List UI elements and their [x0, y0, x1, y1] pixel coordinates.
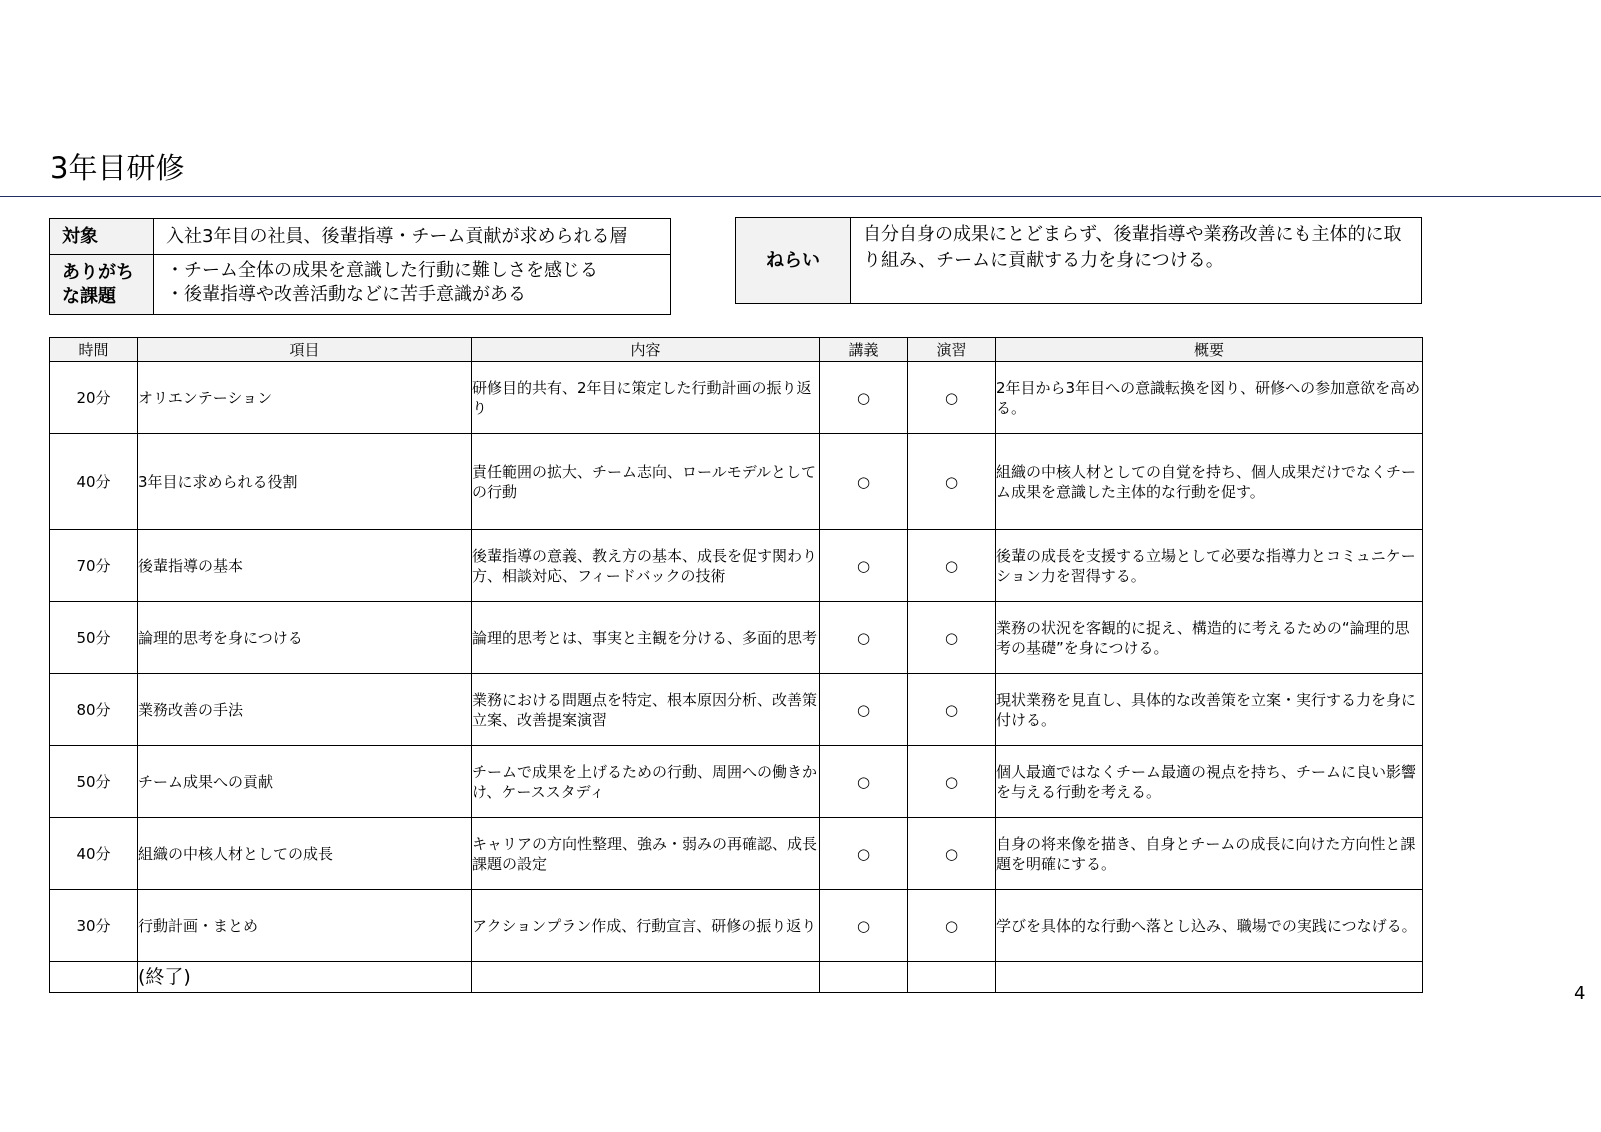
cell-exercise: ○ — [908, 362, 996, 434]
cell-content: キャリアの方向性整理、強み・弱みの再確認、成長課題の設定 — [472, 818, 820, 890]
cell-content: チームで成果を上げるための行動、周囲への働きかけ、ケーススタディ — [472, 746, 820, 818]
cell-exercise: ○ — [908, 746, 996, 818]
target-value: 入社3年目の社員、後輩指導・チーム貢献が求められる層 — [154, 219, 670, 255]
cell-summary: 現状業務を見直し、具体的な改善策を立案・実行する力を身に付ける。 — [996, 674, 1423, 746]
header-lecture: 講義 — [820, 338, 908, 362]
page-number: 4 — [1574, 983, 1586, 1004]
header-content: 内容 — [472, 338, 820, 362]
header-summary: 概要 — [996, 338, 1423, 362]
cell-item: 論理的思考を身につける — [138, 602, 472, 674]
cell-exercise: ○ — [908, 674, 996, 746]
schedule-table — [49, 337, 1423, 993]
table-row — [50, 746, 1423, 818]
table-row — [50, 602, 1423, 674]
cell-item: 組織の中核人材としての成長 — [138, 818, 472, 890]
cell-time-empty — [50, 962, 138, 993]
cell-summary: 学びを具体的な行動へ落とし込み、職場での実践につなげる。 — [996, 890, 1423, 962]
cell-lecture: ○ — [820, 530, 908, 602]
cell-summary-empty — [996, 962, 1423, 993]
cell-item: チーム成果への貢献 — [138, 746, 472, 818]
cell-item: 3年目に求められる役割 — [138, 434, 472, 530]
cell-time: 70分 — [50, 530, 138, 602]
target-issues-box — [49, 218, 671, 315]
title-divider — [0, 196, 1601, 197]
cell-exercise: ○ — [908, 530, 996, 602]
cell-end-label: (終了) — [138, 962, 472, 993]
header-exercise: 演習 — [908, 338, 996, 362]
cell-summary: 個人最適ではなくチーム最適の視点を持ち、チームに良い影響を与える行動を考える。 — [996, 746, 1423, 818]
cell-content-empty — [472, 962, 820, 993]
table-row-end — [50, 962, 1423, 993]
cell-exercise-empty — [908, 962, 996, 993]
cell-time: 30分 — [50, 890, 138, 962]
cell-time: 80分 — [50, 674, 138, 746]
aim-box — [735, 217, 1422, 304]
cell-item: 行動計画・まとめ — [138, 890, 472, 962]
aim-text: 自分自身の成果にとどまらず、後輩指導や業務改善にも主体的に取り組み、チームに貢献する力を身につける。 — [863, 224, 1402, 271]
cell-exercise: ○ — [908, 890, 996, 962]
cell-time: 40分 — [50, 818, 138, 890]
cell-summary: 業務の状況を客観的に捉え、構造的に考えるための“論理的思考の基礎”を身につける。 — [996, 602, 1423, 674]
cell-summary: 2年目から3年目への意識転換を図り、研修への参加意欲を高める。 — [996, 362, 1423, 434]
cell-time: 40分 — [50, 434, 138, 530]
cell-lecture: ○ — [820, 602, 908, 674]
cell-lecture: ○ — [820, 818, 908, 890]
issue-item: ・後輩指導や改善活動などに苦手意識がある — [166, 284, 526, 305]
cell-summary: 自身の将来像を描き、自身とチームの成長に向けた方向性と課題を明確にする。 — [996, 818, 1423, 890]
cell-content: 責任範囲の拡大、チーム志向、ロールモデルとしての行動 — [472, 434, 820, 530]
cell-item: 後輩指導の基本 — [138, 530, 472, 602]
table-row — [50, 818, 1423, 890]
cell-content: 論理的思考とは、事実と主観を分ける、多面的思考 — [472, 602, 820, 674]
cell-content: 業務における問題点を特定、根本原因分析、改善策立案、改善提案演習 — [472, 674, 820, 746]
cell-time: 20分 — [50, 362, 138, 434]
cell-exercise: ○ — [908, 434, 996, 530]
cell-lecture: ○ — [820, 746, 908, 818]
cell-summary: 後輩の成長を支援する立場として必要な指導力とコミュニケーション力を習得する。 — [996, 530, 1423, 602]
table-row — [50, 890, 1423, 962]
issue-item: ・チーム全体の成果を意識した行動に難しさを感じる — [166, 260, 598, 281]
table-row — [50, 530, 1423, 602]
table-header-row — [50, 338, 1423, 362]
issues-list — [154, 259, 670, 307]
cell-time: 50分 — [50, 602, 138, 674]
table-row — [50, 434, 1423, 530]
aim-label: ねらい — [736, 218, 851, 303]
cell-lecture-empty — [820, 962, 908, 993]
table-row — [50, 674, 1423, 746]
cell-exercise: ○ — [908, 602, 996, 674]
cell-lecture: ○ — [820, 890, 908, 962]
header-time: 時間 — [50, 338, 138, 362]
cell-content: 研修目的共有、2年目に策定した行動計画の振り返り — [472, 362, 820, 434]
cell-exercise: ○ — [908, 818, 996, 890]
table-row — [50, 362, 1423, 434]
page-title: 3年目研修 — [50, 151, 185, 185]
issues-label-line2: な課題 — [62, 286, 116, 307]
cell-content: アクションプラン作成、行動宣言、研修の振り返り — [472, 890, 820, 962]
issues-label-line1: ありがち — [62, 262, 134, 283]
cell-item: 業務改善の手法 — [138, 674, 472, 746]
target-label: 対象 — [50, 219, 154, 255]
cell-time: 50分 — [50, 746, 138, 818]
cell-content: 後輩指導の意義、教え方の基本、成長を促す関わり方、相談対応、フィードバックの技術 — [472, 530, 820, 602]
cell-lecture: ○ — [820, 434, 908, 530]
header-item: 項目 — [138, 338, 472, 362]
cell-item: オリエンテーション — [138, 362, 472, 434]
issues-label — [50, 255, 154, 314]
cell-lecture: ○ — [820, 674, 908, 746]
cell-lecture: ○ — [820, 362, 908, 434]
cell-summary: 組織の中核人材としての自覚を持ち、個人成果だけでなくチーム成果を意識した主体的な行動を促す。 — [996, 434, 1423, 530]
